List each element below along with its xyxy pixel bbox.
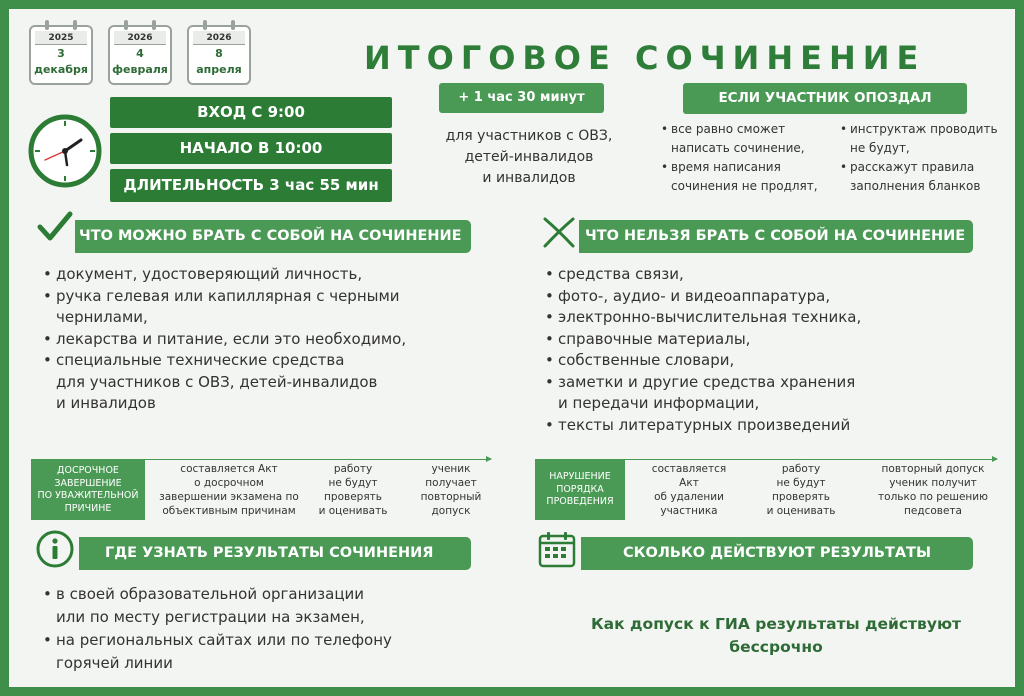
early-step-act: составляется Акт о досрочном завершении экзамена по объективным причинам [159, 463, 299, 517]
page-title: ИТОГОВОЕ СОЧИНЕНИЕ [364, 39, 926, 77]
extra-time-badge: + 1 час 30 минут [439, 83, 604, 113]
calendar-date-3 [187, 25, 251, 85]
calendar-icon [537, 529, 577, 569]
calendar-month: февраля [112, 63, 168, 76]
list-item: • средства связи, [545, 264, 985, 286]
late-participant-header: ЕСЛИ УЧАСТНИК ОПОЗДАЛ [683, 83, 967, 114]
forbidden-items-header: ЧТО НЕЛЬЗЯ БРАТЬ С СОБОЙ НА СОЧИНЕНИЕ [579, 220, 973, 253]
calendar-day: 4 [136, 47, 144, 60]
calendar-month: декабря [34, 63, 88, 76]
calendar-month: апреля [196, 63, 242, 76]
list-item: • все равно сможет [661, 120, 841, 139]
infographic-page [9, 9, 1015, 687]
cross-icon [541, 214, 577, 250]
late-rules-list-1: • все равно сможет написать сочинение, • время написания сочинения не продлят, [661, 120, 841, 196]
list-item: • ручка гелевая или капиллярная с черными [43, 286, 483, 308]
violation-step-readmit: повторный допуск ученик получит только по решению педсовета [878, 463, 988, 517]
violation-step-act: составляется Акт об удалении участника [651, 463, 727, 517]
calendar-year: 2026 [114, 31, 166, 45]
list-item: • справочные материалы, [545, 329, 985, 351]
list-item: • расскажут правила [840, 158, 1010, 177]
list-item: • инструктаж проводить [840, 120, 1010, 139]
clock-icon [27, 113, 103, 189]
calendar-year: 2025 [35, 31, 87, 45]
results-validity-header: СКОЛЬКО ДЕЙСТВУЮТ РЕЗУЛЬТАТЫ [581, 537, 973, 570]
early-step-readmit: ученик получает повторный допуск [420, 463, 482, 517]
extra-time-note: для участников с ОВЗ, детей-инвалидов и инвалидов [445, 128, 613, 186]
list-item: • тексты литературных произведений [545, 415, 985, 437]
list-item: • собственные словари, [545, 350, 985, 372]
entry-time-bar: ВХОД С 9:00 [110, 97, 392, 128]
start-time-bar: НАЧАЛО В 10:00 [110, 133, 392, 164]
list-item: • время написания [661, 158, 841, 177]
calendar-day: 3 [57, 47, 65, 60]
list-item: • заметки и другие средства хранения [545, 372, 985, 394]
allowed-items-list: • документ, удостоверяющий личность, • ручка гелевая или капиллярная с черными чернилами, • лекарства и питание, если это необходимо, • специальные технические средства для участников с ОВЗ, детей-инвалидов и инвалидов [43, 264, 483, 415]
list-item: • лекарства и питание, если это необходимо, [43, 329, 483, 351]
forbidden-items-list: • средства связи, • фото-, аудио- и видеоаппаратура, • электронно-вычислительная техника, • справочные материалы, • собственные словари, • заметки и другие средства хранения и передачи информации, • тексты литературных произведений [545, 264, 985, 436]
list-item: • документ, удостоверяющий личность, [43, 264, 483, 286]
list-item: • специальные технические средства [43, 350, 483, 372]
early-step-no-check: работу не будут проверять и оценивать [318, 463, 388, 517]
calendar-date-1 [29, 25, 93, 85]
late-rules-list-2: • инструктаж проводить не будут, • расскажут правила заполнения бланков [840, 120, 1010, 196]
list-item: • в своей образовательной организации [43, 583, 483, 606]
violation-step-no-check: работу не будут проверять и оценивать [766, 463, 836, 517]
list-item: • на региональных сайтах или по телефону [43, 629, 483, 652]
allowed-items-header: ЧТО МОЖНО БРАТЬ С СОБОЙ НА СОЧИНЕНИЕ [75, 220, 471, 253]
checkmark-icon [37, 209, 73, 245]
calendar-date-2 [108, 25, 172, 85]
duration-bar: ДЛИТЕЛЬНОСТЬ 3 час 55 мин [110, 169, 392, 202]
early-completion-box: ДОСРОЧНОЕ ЗАВЕРШЕНИЕ ПО УВАЖИТЕЛЬНОЙ ПРИЧИНЕ [31, 460, 145, 520]
info-icon [35, 529, 75, 569]
violation-box: НАРУШЕНИЕ ПОРЯДКА ПРОВЕДЕНИЯ [535, 460, 625, 520]
calendar-day: 8 [215, 47, 223, 60]
results-where-header: ГДЕ УЗНАТЬ РЕЗУЛЬТАТЫ СОЧИНЕНИЯ [79, 537, 471, 570]
list-item: • электронно-вычислительная техника, [545, 307, 985, 329]
results-validity-note: Как допуск к ГИА результаты действуют бессрочно [590, 615, 962, 656]
calendar-year: 2026 [193, 31, 245, 45]
list-item: • фото-, аудио- и видеоаппаратура, [545, 286, 985, 308]
results-where-list: • в своей образовательной организации или по месту регистрации на экзамен, • на региональных сайтах или по телефону горячей линии [43, 583, 483, 675]
